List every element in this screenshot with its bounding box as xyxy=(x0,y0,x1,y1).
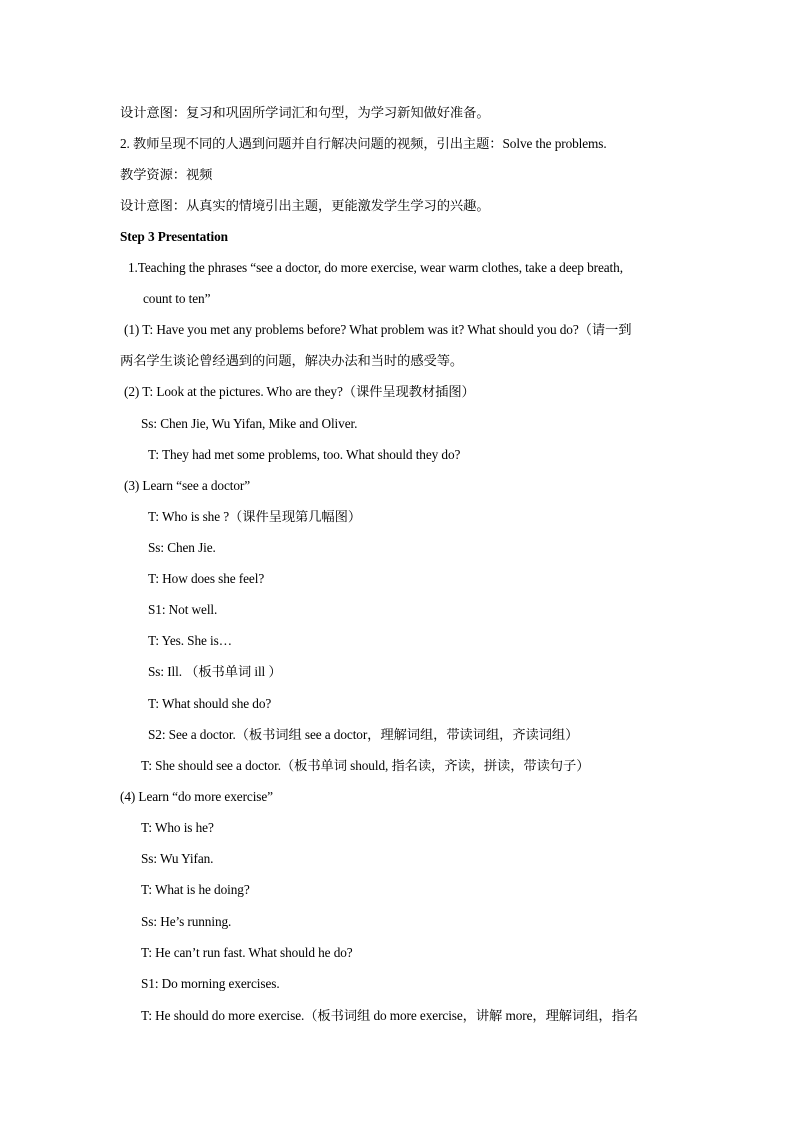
dialogue-line: T: Who is she ?（课件呈现第几幅图） xyxy=(148,509,362,524)
subsection-do-more-exercise: (4) Learn “do more exercise” xyxy=(120,789,273,804)
dialogue-line: Ss: Wu Yifan. xyxy=(141,851,214,866)
phrases-item-1: 1.Teaching the phrases “see a doctor, do more exercise, wear warm clothes, take a deep breath, xyxy=(128,260,623,275)
dialogue-line: T: Who is he? xyxy=(141,820,214,835)
dialogue-line: Ss: Ill. （板书单词 ill ） xyxy=(148,664,282,679)
dialogue-2-question: (2) T: Look at the pictures. Who are they?（课件呈现教材插图） xyxy=(124,384,475,399)
dialogue-line: Ss: He’s running. xyxy=(141,914,232,929)
dialogue-line: S1: Do morning exercises. xyxy=(141,976,280,991)
dialogue-line: T: He can’t run fast. What should he do? xyxy=(141,945,353,960)
dialogue-line: T: He should do more exercise.（板书词组 do more exercise，讲解 more，理解词组，指名 xyxy=(141,1008,638,1023)
dialogue-line: S1: Not well. xyxy=(148,602,218,617)
dialogue-line: T: What should she do? xyxy=(148,696,272,711)
design-intent-review: 设计意图：复习和巩固所学词汇和句型，为学习新知做好准备。 xyxy=(120,105,490,120)
dialogue-line: Ss: Chen Jie, Wu Yifan, Mike and Oliver. xyxy=(141,416,358,431)
subsection-see-doctor: (3) Learn “see a doctor” xyxy=(124,478,251,493)
step-2-video: 2. 教师呈现不同的人遇到问题并自行解决问题的视频，引出主题：Solve the problems. xyxy=(120,136,607,151)
phrases-item-1-cont: count to ten” xyxy=(143,291,211,306)
dialogue-line: T: How does she feel? xyxy=(148,571,265,586)
dialogue-line: T: Yes. She is… xyxy=(148,633,232,648)
dialogue-line: T: She should see a doctor.（板书单词 should, 指名读，齐读，拼读，带读句子） xyxy=(141,758,590,773)
teaching-resource: 教学资源：视频 xyxy=(120,167,213,182)
dialogue-line: Ss: Chen Jie. xyxy=(148,540,216,555)
dialogue-1-question: (1) T: Have you met any problems before? What problem was it? What should you do?（请一到 xyxy=(124,322,632,337)
dialogue-line: T: They had met some problems, too. What should they do? xyxy=(148,447,461,462)
dialogue-1-cont: 两名学生谈论曾经遇到的问题，解决办法和当时的感受等。 xyxy=(120,353,464,368)
design-intent-context: 设计意图：从真实的情境引出主题，更能激发学生学习的兴趣。 xyxy=(120,198,490,213)
dialogue-line: T: What is he doing? xyxy=(141,882,250,897)
section-heading-presentation: Step 3 Presentation xyxy=(120,229,228,244)
dialogue-line: S2: See a doctor.（板书词组 see a doctor，理解词组，带读词组，齐读词组） xyxy=(148,727,579,742)
